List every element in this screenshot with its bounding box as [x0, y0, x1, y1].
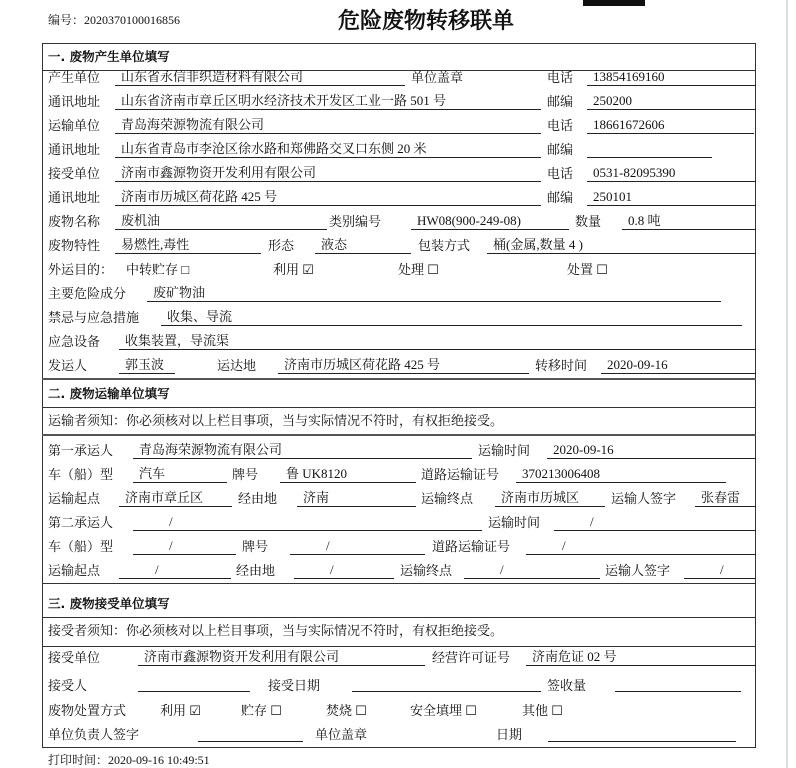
shipper-value: 郭玉波: [119, 357, 175, 374]
producer-zip: 250200: [587, 93, 756, 110]
carrier2-start: /: [119, 562, 231, 579]
receiver-address: 济南市历城区荷花路 425 号: [115, 189, 541, 206]
equipment-label: 应急设备: [48, 334, 101, 349]
method-label: 废物处置方式: [48, 703, 127, 718]
carrier1-via: 济南: [297, 490, 416, 507]
transport-time-label: 运输时间: [488, 515, 541, 530]
receiving-unit-label: 接受单位: [48, 650, 101, 665]
carrier2-via: /: [294, 562, 394, 579]
zip-label: 邮编: [547, 190, 574, 205]
producer-label: 产生单位: [48, 70, 101, 85]
license-label: 经营许可证号: [432, 650, 511, 665]
method-landfill-checkbox[interactable]: 安全填埋 ☐: [410, 703, 477, 718]
purpose-dispose-checkbox[interactable]: 处置 ☐: [567, 262, 608, 277]
receiving-unit-value: 济南市鑫源物资开发利用有限公司: [138, 649, 425, 666]
waste-name-label: 废物名称: [48, 214, 101, 229]
head-sign-label: 单位负责人签字: [48, 727, 140, 742]
shipper-label: 发运人: [48, 358, 88, 373]
method-utilize-checkbox[interactable]: 利用 ☑: [160, 703, 201, 718]
zip-label: 邮编: [547, 142, 574, 157]
phone-label: 电话: [547, 166, 574, 181]
carrier1-time: 2020-09-16: [547, 442, 756, 459]
carrier2-plate: /: [290, 538, 425, 555]
print-time: 打印时间：2020-09-16 10:49:51: [48, 753, 210, 767]
receiver-notice: 接受者须知：你必须核对以上栏目事项，当与实际情况不符时，有权拒绝接受。: [48, 623, 504, 638]
method-other-checkbox[interactable]: 其他 ☐: [522, 703, 563, 718]
vehicle-label: 车（船）型: [48, 539, 114, 554]
section-1-title: 一. 废物产生单位填写: [48, 49, 170, 64]
component-value: 废矿物油: [147, 285, 721, 302]
form-label: 形态: [268, 238, 295, 253]
phone-label: 电话: [547, 70, 574, 85]
carrier2-value: /: [133, 514, 482, 531]
carrier1-sign: 张春雷: [695, 490, 756, 507]
carrier2-vehicle: /: [133, 538, 236, 555]
divider: [42, 617, 756, 618]
via-label: 经由地: [238, 491, 278, 506]
date-label: 日期: [496, 727, 523, 742]
carrier1-end: 济南市历城区: [495, 490, 605, 507]
category-value: HW08(900-249-08): [411, 213, 569, 230]
divider: [42, 434, 756, 436]
qr-code: [583, 0, 645, 6]
form-code: 编号：2020370100016856: [48, 13, 181, 27]
permit-label: 道路运输证号: [421, 467, 500, 482]
section-3-title: 三. 废物接受单位填写: [48, 596, 170, 611]
carrier2-sign: /: [684, 562, 756, 579]
amount-label: 签收量: [547, 678, 587, 693]
quantity-value: 0.8 吨: [622, 213, 756, 230]
carrier-label: 运输单位: [48, 118, 101, 133]
transfer-time-label: 转移时间: [535, 358, 588, 373]
quantity-label: 数量: [575, 214, 602, 229]
destination-label: 运达地: [217, 358, 257, 373]
amount-field[interactable]: [615, 675, 741, 692]
seal-label: 单位盖章: [411, 70, 464, 85]
carrier2-label: 第二承运人: [48, 515, 114, 530]
measures-label: 禁忌与应急措施: [48, 310, 140, 325]
page-edge: [786, 0, 788, 768]
plate-label: 牌号: [232, 467, 259, 482]
seal-label: 单位盖章: [315, 727, 368, 742]
date-field[interactable]: [548, 725, 736, 742]
purpose-transfer-storage-checkbox[interactable]: 中转贮存 □: [126, 262, 190, 277]
producer-value: 山东省永信非织造材料有限公司: [115, 69, 405, 86]
receiver-person-field[interactable]: [138, 675, 250, 692]
carrier2-permit: /: [526, 538, 756, 555]
method-storage-checkbox[interactable]: 贮存 ☐: [241, 703, 282, 718]
address-label: 通讯地址: [48, 142, 101, 157]
receiver-phone: 0531-82095390: [587, 165, 756, 182]
component-label: 主要危险成分: [48, 286, 127, 301]
carrier1-label: 第一承运人: [48, 443, 114, 458]
receiver-person-label: 接受人: [48, 678, 88, 693]
end-label: 运输终点: [421, 491, 474, 506]
vehicle-label: 车（船）型: [48, 467, 114, 482]
start-label: 运输起点: [48, 563, 101, 578]
carrier-value: 青岛海荣源物流有限公司: [115, 117, 541, 134]
page-title: 危险废物转移联单: [338, 9, 515, 34]
purpose-label: 外运目的：: [48, 262, 114, 277]
head-sign-field[interactable]: [198, 725, 303, 742]
property-label: 废物特性: [48, 238, 101, 253]
license-value: 济南危证 02 号: [526, 649, 756, 666]
package-value: 桶(金属,数量 4 ): [487, 237, 756, 254]
receive-date-label: 接受日期: [268, 678, 321, 693]
carrier1-vehicle: 汽车: [133, 466, 227, 483]
address-label: 通讯地址: [48, 94, 101, 109]
waste-name: 废机油: [115, 213, 327, 230]
carrier1-value: 青岛海荣源物流有限公司: [133, 442, 472, 459]
receiver-label: 接受单位: [48, 166, 101, 181]
package-label: 包装方式: [418, 238, 471, 253]
carrier2-end: /: [464, 562, 600, 579]
divider: [42, 378, 756, 380]
zip-label: 邮编: [547, 94, 574, 109]
via-label: 经由地: [236, 563, 276, 578]
divider: [42, 646, 756, 647]
producer-address: 山东省济南市章丘区明水经济技术开发区工业一路 501 号: [115, 93, 541, 110]
equipment-value: 收集装置，导流渠: [119, 333, 756, 350]
divider: [42, 407, 756, 408]
carrier-phone: 18661672606: [587, 117, 754, 134]
carrier2-time: /: [554, 514, 756, 531]
carrier-address: 山东省青岛市李沧区徐水路和郑佛路交叉口东侧 20 米: [115, 141, 541, 158]
producer-phone: 13854169160: [587, 69, 756, 86]
divider: [42, 583, 756, 584]
carrier-zip: [587, 141, 712, 158]
receive-date-field[interactable]: [352, 675, 541, 692]
sign-label: 运输人签字: [611, 491, 677, 506]
permit-label: 道路运输证号: [432, 539, 511, 554]
phone-label: 电话: [547, 118, 574, 133]
destination-value: 济南市历城区荷花路 425 号: [278, 357, 529, 374]
purpose-treat-checkbox[interactable]: 处理 ☐: [398, 262, 439, 277]
address-label: 通讯地址: [48, 190, 101, 205]
form-value: 液态: [315, 237, 411, 254]
measures-value: 收集、导流: [161, 309, 742, 326]
property-value: 易燃性,毒性: [115, 237, 261, 254]
start-label: 运输起点: [48, 491, 101, 506]
carrier-notice: 运输者须知：你必须核对以上栏目事项，当与实际情况不符时，有权拒绝接受。: [48, 413, 504, 428]
method-incinerate-checkbox[interactable]: 焚烧 ☐: [326, 703, 367, 718]
receiver-value: 济南市鑫源物资开发利用有限公司: [115, 165, 541, 182]
carrier1-permit: 370213006408: [516, 466, 726, 483]
carrier1-plate: 鲁 UK8120: [280, 466, 416, 483]
purpose-utilize-checkbox[interactable]: 利用 ☑: [273, 262, 314, 277]
category-label: 类别编号: [329, 214, 382, 229]
end-label: 运输终点: [400, 563, 453, 578]
section-2-title: 二. 废物运输单位填写: [48, 386, 170, 401]
carrier1-start: 济南市章丘区: [119, 490, 232, 507]
sign-label: 运输人签字: [605, 563, 671, 578]
plate-label: 牌号: [242, 539, 269, 554]
receiver-zip: 250101: [587, 189, 756, 206]
transfer-time-value: 2020-09-16: [601, 357, 756, 374]
transport-time-label: 运输时间: [478, 443, 531, 458]
